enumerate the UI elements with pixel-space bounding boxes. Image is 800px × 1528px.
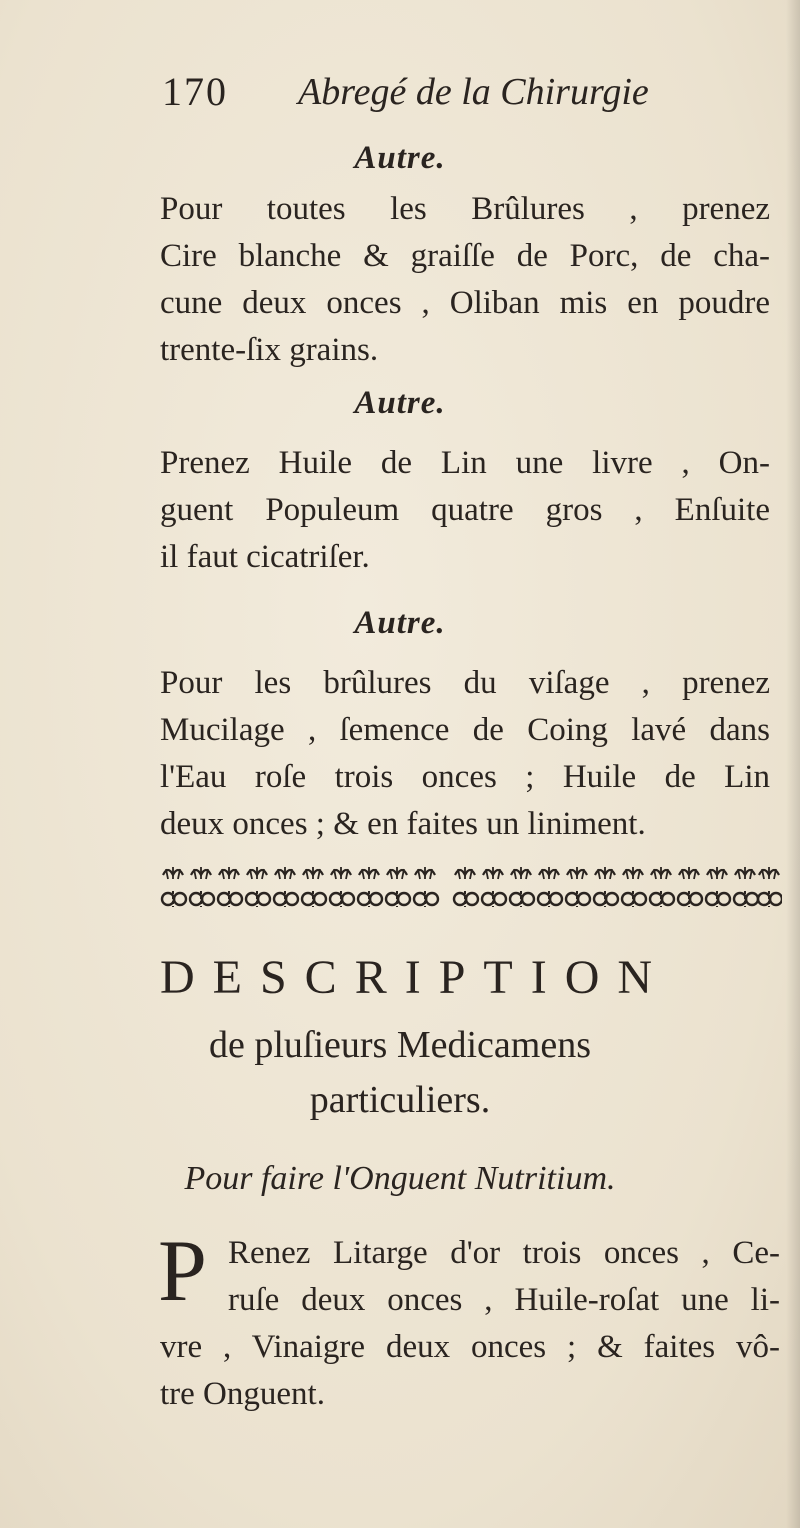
paragraph-1-line: Cire blanche & graiſſe de Porc, de cha- [160, 238, 770, 274]
section-heading-2: Autre. [354, 385, 446, 421]
paragraph-1-line: cune deux onces , Oliban mis en poudre [160, 285, 770, 321]
paragraph-2-line: guent Populeum quatre gros , Enſuite [160, 492, 770, 528]
paragraph-2-line: Prenez Huile de Lin une livre , On- [160, 445, 770, 481]
drop-cap: P [158, 1223, 207, 1320]
paragraph-3 [160, 660, 770, 848]
paragraph-3-line: l'Eau roſe trois onces ; Huile de Lin [160, 759, 770, 795]
recipe-line: ruſe deux onces , Huile-roſat une li- [228, 1282, 780, 1318]
paragraph-3-line: Mucilage , ſemence de Coing lavé dans [160, 712, 770, 748]
description-subtitle-line-1: de pluſieurs Medicamens [208, 1024, 591, 1066]
paragraph-3-line: deux onces ; & en faites un liniment. [160, 806, 646, 842]
paragraph-1-line: Pour toutes les Brûlures , prenez [160, 191, 770, 227]
paragraph-2-line: il faut cicatriſer. [160, 539, 370, 575]
recipe-line: vre , Vinaigre deux onces ; & faites vô- [160, 1329, 780, 1365]
paragraph-2 [160, 440, 770, 581]
paragraph-3-line: Pour les brûlures du viſage , prenez [160, 665, 770, 701]
section-heading-3: Autre. [354, 605, 446, 641]
recipe-line: Renez Litarge d'or trois onces , Ce- [228, 1235, 780, 1271]
page-edge-shadow [786, 0, 800, 1528]
running-head: Abregé de la Chirurgie [298, 71, 649, 113]
description-subtitle-line-2: particuliers. [309, 1079, 491, 1121]
recipe-paragraph [158, 1223, 780, 1418]
paragraph-1 [160, 186, 770, 374]
paragraph-1-line: trente-ſix grains. [160, 332, 379, 368]
ornament-band [160, 863, 782, 918]
page-number: 170 [162, 69, 228, 114]
section-heading-1: Autre. [354, 140, 446, 176]
page-header [162, 68, 762, 128]
description-title: DESCRIPTION [160, 951, 671, 1004]
recipe-heading: Pour faire l'Onguent Nutritium. [184, 1160, 616, 1197]
recipe-line: tre Onguent. [160, 1376, 325, 1412]
